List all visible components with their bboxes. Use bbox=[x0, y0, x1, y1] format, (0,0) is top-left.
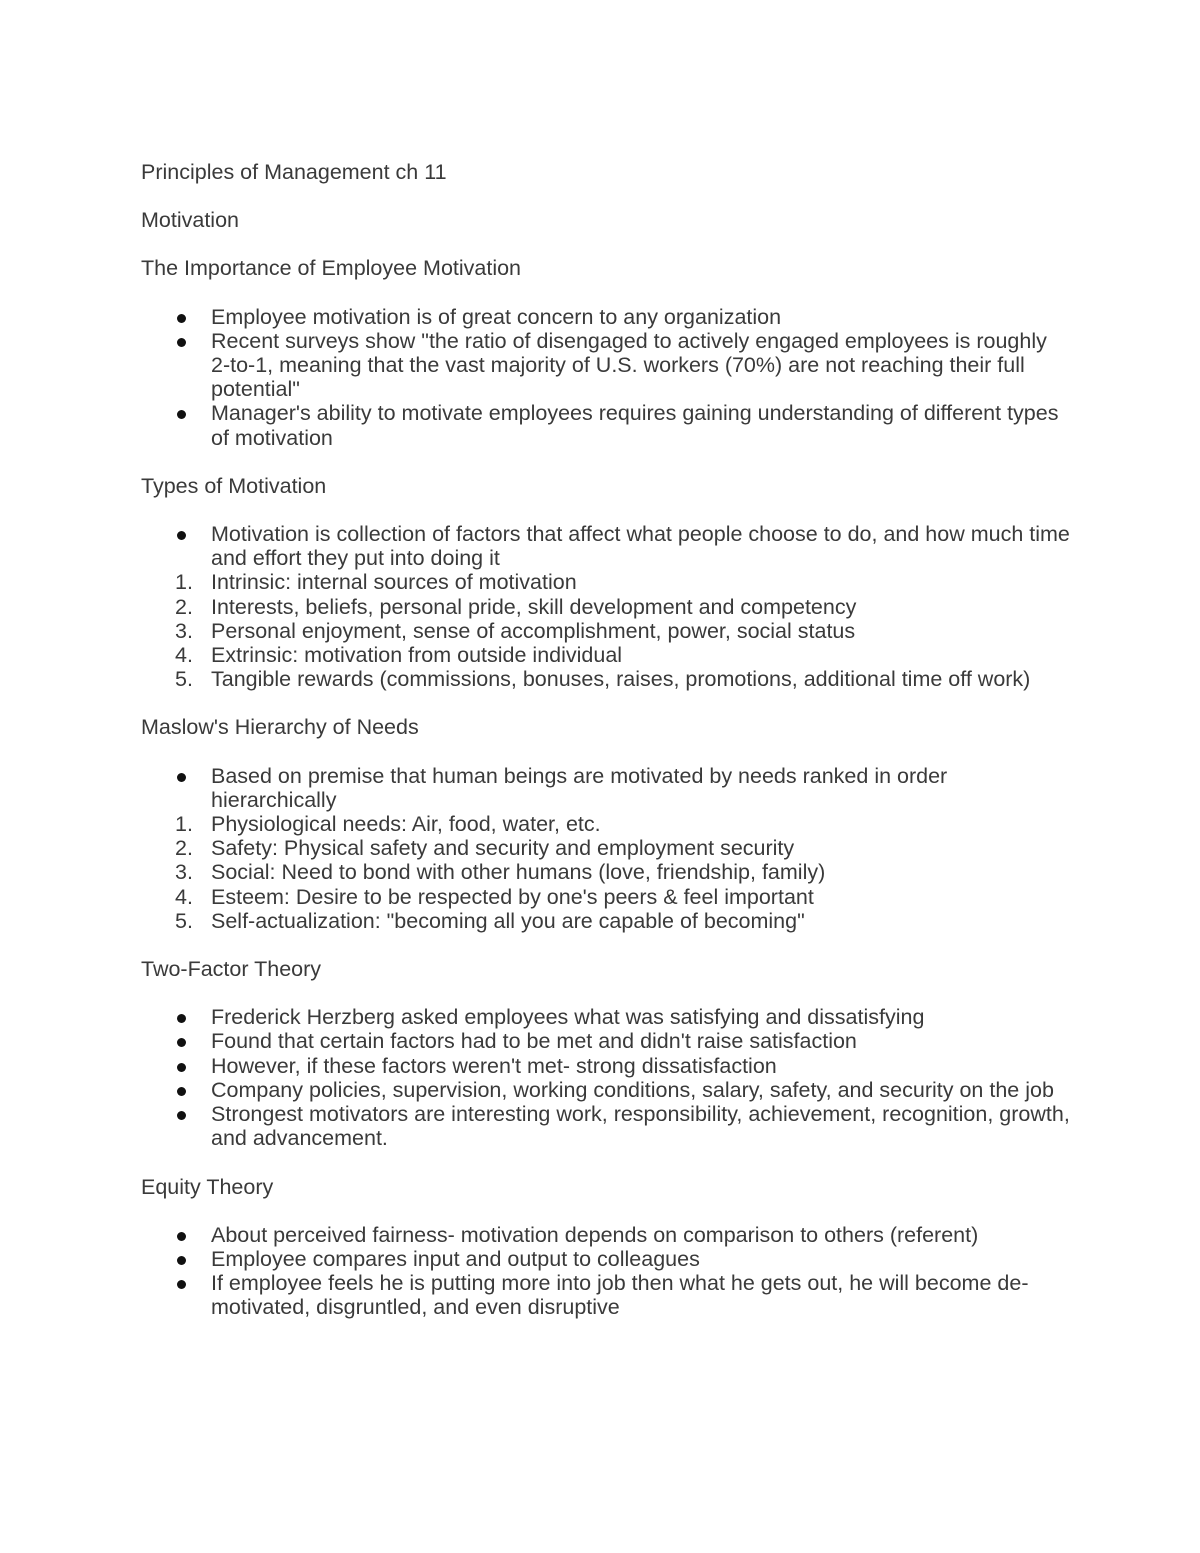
list-item: Employee motivation is of great concern to any organization bbox=[141, 305, 1071, 329]
list-item: 1. Physiological needs: Air, food, water, etc. bbox=[175, 812, 601, 837]
bullet-icon bbox=[177, 1014, 186, 1023]
list-item: Based on premise that human beings are motivated by needs ranked in order hierarchically bbox=[141, 764, 1071, 812]
numbered-list bbox=[141, 812, 1071, 933]
section-heading: Two-Factor Theory bbox=[141, 957, 322, 982]
list-item: If employee feels he is putting more into job then what he gets out, he will become de-motivated, disgruntled, and even disruptive bbox=[141, 1271, 1071, 1319]
bullet-icon bbox=[177, 338, 186, 347]
list-item: Found that certain factors had to be met and didn't raise satisfaction bbox=[141, 1029, 1071, 1053]
list-item: 1. Intrinsic: internal sources of motivation bbox=[175, 570, 577, 595]
section-heading: Maslow's Hierarchy of Needs bbox=[141, 715, 419, 740]
document-subtitle: Motivation bbox=[141, 208, 239, 233]
bullet-icon bbox=[177, 531, 186, 540]
section-heading: The Importance of Employee Motivation bbox=[141, 256, 522, 281]
list-item: 5. Tangible rewards (commissions, bonuses, raises, promotions, additional time off work) bbox=[175, 667, 1031, 692]
bullet-icon bbox=[177, 1232, 186, 1241]
list-item: About perceived fairness- motivation depends on comparison to others (referent) bbox=[141, 1223, 1071, 1247]
bullet-icon bbox=[177, 1111, 186, 1120]
bullet-icon bbox=[177, 1256, 186, 1265]
list-item: 3. Personal enjoyment, sense of accomplishment, power, social status bbox=[175, 618, 856, 643]
list-item: Manager's ability to motivate employees requires gaining understanding of different types of motivation bbox=[141, 401, 1071, 449]
bullet-icon bbox=[177, 1038, 186, 1047]
document-title: Principles of Management ch 11 bbox=[141, 160, 447, 184]
list-item: 3. Social: Need to bond with other humans (love, friendship, family) bbox=[175, 860, 826, 885]
list-item: 4. Extrinsic: motivation from outside individual bbox=[175, 643, 623, 668]
list-item: Employee compares input and output to colleagues bbox=[141, 1247, 1071, 1271]
list-item: However, if these factors weren't met- strong dissatisfaction bbox=[141, 1054, 1071, 1078]
list-item: Recent surveys show "the ratio of disengaged to actively engaged employees is roughly 2-to-1, meaning that the vast majority of U.S. workers (70%) are not reaching their full potential" bbox=[141, 329, 1071, 402]
bullet-icon bbox=[177, 314, 186, 323]
section-heading: Types of Motivation bbox=[141, 473, 327, 498]
section-heading: Equity Theory bbox=[141, 1174, 274, 1199]
document-page bbox=[141, 160, 1071, 1344]
bullet-list bbox=[141, 764, 1071, 812]
list-item: 4. Esteem: Desire to be respected by one's peers & feel important bbox=[175, 884, 814, 909]
bullet-icon bbox=[177, 410, 186, 419]
numbered-list bbox=[141, 570, 1071, 691]
list-item: 2. Safety: Physical safety and security and employment security bbox=[175, 836, 795, 861]
bullet-list bbox=[141, 305, 1071, 450]
bullet-icon bbox=[177, 773, 186, 782]
bullet-list bbox=[141, 1005, 1071, 1150]
bullet-icon bbox=[177, 1280, 186, 1289]
bullet-icon bbox=[177, 1087, 186, 1096]
list-group bbox=[141, 522, 1071, 691]
list-group bbox=[141, 764, 1071, 933]
list-item: Motivation is collection of factors that affect what people choose to do, and how much time and effort they put into doing it bbox=[141, 522, 1071, 570]
list-item: Strongest motivators are interesting work, responsibility, achievement, recognition, growth, and advancement. bbox=[141, 1102, 1071, 1150]
list-item: Company policies, supervision, working conditions, salary, safety, and security on the job bbox=[141, 1078, 1071, 1102]
list-item: Frederick Herzberg asked employees what was satisfying and dissatisfying bbox=[141, 1005, 1071, 1029]
list-item: 2. Interests, beliefs, personal pride, skill development and competency bbox=[175, 594, 857, 619]
bullet-list bbox=[141, 1223, 1071, 1320]
list-item: 5. Self-actualization: "becoming all you are capable of becoming" bbox=[175, 908, 805, 933]
bullet-list bbox=[141, 522, 1071, 570]
bullet-icon bbox=[177, 1063, 186, 1072]
